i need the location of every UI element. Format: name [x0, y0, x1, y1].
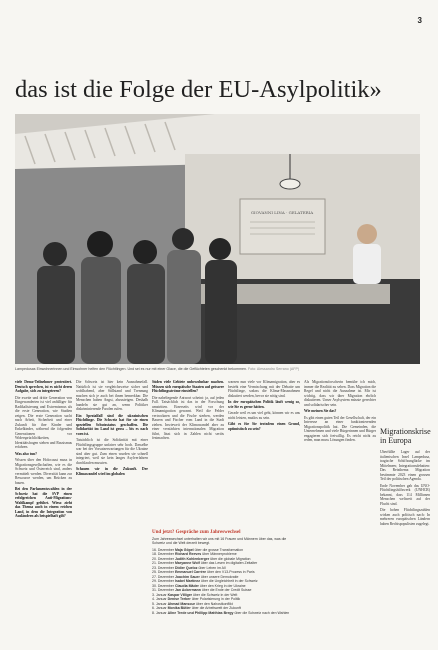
- interview-date: 8. Januar: [152, 610, 167, 615]
- interview-date: 21. Dezember: [152, 561, 174, 566]
- interview-name: Kaspar Villiger: [167, 592, 193, 597]
- article-photo: [15, 114, 420, 364]
- interview-question: Wie meinen Sie das?: [304, 409, 337, 413]
- interview-name: Joachim Sauer: [174, 574, 200, 579]
- interview-name: Aline Trede und Phillipp Matthias Bregy: [167, 610, 234, 615]
- interview-date: 25. Dezember: [152, 570, 174, 575]
- interview-question: In der europäischen Politik läuft wenig so, wie Sie es gerne hätten.: [228, 400, 300, 409]
- photo-credit: Foto: Alessandro Serrano (AFP): [247, 367, 300, 371]
- interview-name: Monika Bütler: [167, 606, 191, 611]
- interview-name: Richard Reeves: [174, 552, 202, 557]
- article-paragraph: Die Schweiz ist hier kein Ausnahmefall. Natürlich ist sie vergleichsweise sicher und wohlhabend, aber Stillstand und Trennung machen sich je auch bei ihnen bemerkbar. Die Menschen haben Angst, abzusteigen. Deshalb handeln sie gut an, wenn Politiker diskriminierende Parolen rufen.: [76, 380, 148, 411]
- interview-question: Bei den Parlamentswahlen in der Schweiz hat die SVP einen erfolgreichen Anti-Migrations-Wahlkampf geführt. Wieso zieht das Thema auch in einem reichen Land, in dem die Integration von Ausländern als beispielhaft gilt?: [15, 487, 72, 518]
- interview-topic: über den Krieg in der Ukraine: [199, 583, 246, 588]
- column-2: [76, 380, 148, 642]
- interview-name: Jan Ackermann: [174, 588, 201, 593]
- interview-name: Maryanne Wolf: [174, 561, 200, 566]
- interview-date: 5. Januar: [152, 601, 167, 606]
- interview-date: 16. Dezember: [152, 547, 174, 552]
- column-4: [228, 380, 300, 530]
- worker-head: [357, 224, 377, 244]
- interview-date: 3. Januar: [152, 592, 167, 597]
- interview-topic: über unsere Demokratie: [200, 574, 239, 579]
- interview-topic: über Männerprobleme: [202, 552, 237, 557]
- interview-topic: über die Schweiz nach den Wahlen: [234, 610, 290, 615]
- column-1: [15, 380, 72, 642]
- page-number: 3: [417, 16, 422, 25]
- article-paragraph: Gerade weil es um viel geht, können wir es uns nicht leisten, mutlos zu sein.: [228, 411, 300, 420]
- interview-date: 23. Dezember: [152, 565, 174, 570]
- interview-question: Gibt es für Sie trotzdem einen Grund, optimistisch zu sein?: [228, 422, 300, 431]
- interview-question: Süden viele Gebiete unbewohnbar machen. Müssen sich europäische Staaten auf grössere Flüchtlingsströme einstellen?: [152, 380, 224, 393]
- sidebar-text: [380, 450, 430, 645]
- interview-topic: über den Nahostkonflikt: [195, 601, 233, 606]
- interview-question: Was also tun?: [15, 451, 37, 456]
- article-paragraph: Die hohen Flüchtlingszahlen wirken auch politisch nach: In mehreren europäischen Ländern haben Rechtspopulisten zugelegt.: [380, 508, 430, 526]
- interview-topic: über das Lesen im digitalen Zeitalter: [200, 561, 258, 566]
- interview-series-box: [152, 530, 300, 646]
- caption-text: Lampedusas Einwohnerinnen und Einwohner helfen den Flüchtlingen. Und sei es nur mit einer Glace, die die Geflüchteten geschenkt bekommen.: [15, 367, 247, 371]
- interview-name: Didier Queloz: [174, 565, 198, 570]
- article-paragraph: Wissen über den Holocaust muss in Migrationsgesellschaften, wie es die Schweiz und Österreich sind, anders vermittelt werden. Diversität kann zur Ressource werden, um Brücken zu bauen.: [15, 458, 72, 485]
- interview-topic: über die Arbeitswelt der Zukunft: [191, 606, 241, 611]
- interview-name: Judith Kohlenberger: [174, 556, 210, 561]
- article-paragraph: Tatsächlich ist die Solidarität mit einer Flüchtlingsgruppe unfairer sehr hoch. Dasselbe war bei der Vorsatzerwartungen für die Ukraine sind aber gut. Zum einen wurden sie schnell integriert, weil sie kein langes Asylverfahren durchlaufen mussten.: [76, 438, 148, 465]
- interview-question: Schauen wir in die Zukunft. Der Klimawandel wird im globalen: [76, 467, 148, 476]
- interview-date: 29. Dezember: [152, 579, 174, 584]
- photo-illustration: [15, 114, 420, 364]
- article-paragraph: Die naheliegende Antwort scheint: ja, auf jeden Fall. Tatsächlich ist das in der Forschung umstritten. Einerseits wird vor der Klimamigration gewarnt. Weil die Felder vertrocknen und die Fische sterben, werden Bauern und Fischer vom Land in die Stadt ziehen. Inwieweit der Klimawandel aber zu einer verstärkten internationalen Migration führt, lässt sich in Zahlen nicht seriös festmachen.: [152, 395, 224, 440]
- sidebar-title: Migrationskrise in Europa: [380, 427, 431, 445]
- interview-date: 27. Dezember: [152, 574, 174, 579]
- interview-date: 20. Dezember: [152, 556, 174, 561]
- interview-name: Ahmad Mansour: [167, 601, 195, 606]
- interview-topic: über Polarisierung in der Politik: [191, 597, 241, 602]
- article-paragraph: Als Migrationsforscherin bemühe ich mich, immer die Realität zu sehen. Dass Migration die Regel und nicht die Ausnahme ist. Mir ist wichtig, dass wir über Migration ehrlich diskutieren. Unser Asylsystem müsste gerechter und solidarischer sein.: [304, 380, 376, 407]
- shop-sign: [240, 199, 325, 254]
- interview-name: Claudia Mäder: [174, 583, 199, 588]
- interview-list: [152, 548, 300, 616]
- interview-date: 31. Dezember: [152, 588, 174, 593]
- interview-question: viele Demo-Teilnehmer protestiert. Deutsch sprechen, ist es nicht deren Aufgabe, sich zu integrieren?: [15, 380, 72, 393]
- lamp: [280, 179, 300, 189]
- interview-name: Emmanuel Carrère: [174, 570, 207, 575]
- article-paragraph: Überfüllte Lager auf der italienischen Insel Lampedusa, tragische Schiffsunglücke im Mittelmeer, Integrationsdebatten: Das Reizthema Migration bestimmte 2023 einen grossen Teil der politischen Agenda.: [380, 450, 430, 481]
- worker-body: [353, 244, 381, 284]
- column-5: [304, 380, 376, 642]
- shop-sign-text: GIOVANNI LINA · GELATERIA: [250, 210, 314, 215]
- interview-name: Maja Göpel: [174, 547, 194, 552]
- interview-name: Denise Treber: [167, 597, 191, 602]
- article-paragraph: Es gibt einen guten Teil der Gesellschaft, der ein Interesse an einer funktionierenden Migrationspolitik hat. Die Gemeinden, die Unternehmen und viele Bürgerinnen und Bürger engagieren sich freiwillig. Es reicht nicht zu reden, man muss Lösungen finden.: [304, 415, 376, 442]
- article-paragraph: warnen nun viele vor Klimamigration, aber es besteht eine Vermischung mit der Debatte um Flüchtlinge, sodass die Klima-Massnahmen diskutiert werden, bevor sie nötig sind.: [228, 380, 300, 398]
- interview-topic: über die Schweiz in der Welt: [193, 592, 238, 597]
- article-paragraph: Die zweite und dritte Generation von Eingewanderten ist viel anfälliger für Radikalisierung und Extremismus als die erste Generation, wie Studien zeigen. Die erste Generation sucht nach Arbeit, Sicherheit und einer Zukunft für ihre Kinder und Enkelkinder, während die folgenden Generationen vor Widersprüchlichkeiten, Identitätsfragen stehen und Rassismus erfahren.: [15, 395, 72, 449]
- article-paragraph: Ende November gab das UNO-Flüchtlingshilfswerk (UNHCR) bekannt, dass 114 Millionen Menschen weltweit auf der Flucht sind.: [380, 483, 430, 506]
- interview-date: 4. Januar: [152, 597, 167, 602]
- interview-topic: über die grosse Transformation: [194, 547, 244, 552]
- interview-topic: über die Ungleichheit in der Schweiz: [201, 579, 258, 584]
- interview-list-item: [152, 611, 300, 616]
- interview-date: 18. Dezember: [152, 552, 174, 557]
- interview-topic: über die globale Migration: [210, 556, 251, 561]
- column-3: [152, 380, 224, 530]
- box-intro: Zum Jahreswechsel unterhalten wir uns mit 16 Frauen und Männern über das, was die Schweiz und die Welt derzeit bewegt.: [152, 537, 287, 546]
- interview-topic: über die Ende der Credit Suisse: [201, 588, 252, 593]
- interview-date: 30. Dezember: [152, 583, 174, 588]
- interview-topic: über den V13-Prozess in Paris: [207, 570, 255, 575]
- photo-caption: [15, 367, 420, 372]
- box-title: Und jetzt? Gespräche zum Jahreswechsel: [152, 530, 241, 535]
- headline: das ist die Folge der EU-Asylpolitik»: [15, 76, 382, 103]
- interview-question: Ein Spezialfall sind die ukrainischen Flüchtlinge. Die Schweiz hat für sie einen speziellen Schutzstatus geschaffen. Die Solidarität im Land ist gross – bis es nach vorn ist.: [76, 413, 148, 436]
- interview-topic: über Leben im All: [198, 565, 226, 570]
- interview-date: 6. Januar: [152, 606, 167, 611]
- interview-name: Isabel Martínez: [174, 579, 201, 584]
